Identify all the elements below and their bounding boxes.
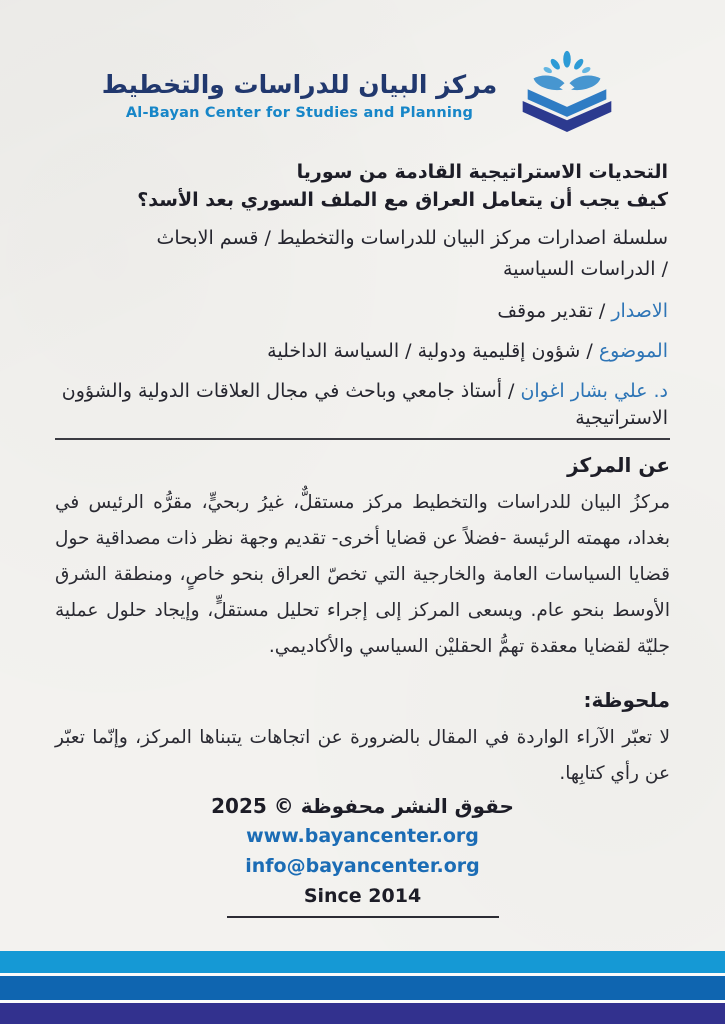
copyright-text: حقوق النشر محفوظة © 2025 [211, 794, 514, 818]
logo-text-block [102, 69, 497, 123]
logo-arabic-title: مركز البيان للدراسات والتخطيط [101, 70, 498, 99]
author-name: د. علي بشار اغوان [520, 380, 668, 402]
issue-label: الاصدار [611, 300, 668, 322]
website-link[interactable]: www.bayancenter.org [246, 825, 479, 847]
footer [0, 791, 725, 918]
author-line [55, 378, 668, 432]
doc-title-line2: كيف يجب أن يتعامل العراق مع الملف السوري بعد الأسد؟ [137, 189, 668, 211]
about-body: مركزُ البيان للدراسات والتخطيط مركز مستقلٌّ، غيرُ ربحيٍّ، مقرُّه الرئيس في بغداد، مهمته الرئيسة -فضلاً عن قضايا أخرى- تقديم وجهة نظر ذات مصداقية حول قضايا السياسات العامة والخارجية التي تخصّ العراق بنحو خاصٍ، ومنطقة الشرق الأوسط بنحو عام. ويسعى المركز إلى إجراء تحليل مستقلٍّ، وإيجاد حلول عملية جليّة لقضايا معقدة تهمُّ الحقليْن السياسي والأكاديمي. [55, 492, 670, 657]
series-line-2: / الدراسات السياسية [503, 258, 668, 280]
stripe-light-blue [0, 951, 725, 973]
note-body: لا تعبّر الآراء الواردة في المقال بالضرورة عن اتجاهات يتبناها المركز، وإنّما تعبّر عن رأي كتابِها. [55, 727, 670, 784]
email-link[interactable]: info@bayancenter.org [245, 855, 480, 877]
series-line-1: سلسلة اصدارات مركز البيان للدراسات والتخطيط / قسم الابحاث [156, 227, 668, 249]
bayan-book-logo-icon [511, 50, 623, 142]
author-description: / أستاذ جامعي وباحث في مجال العلاقات الدولية والشؤون الاستراتيجية [61, 380, 668, 429]
stripe-dark-blue [0, 1003, 725, 1024]
issue-value: / تقدير موقف [497, 300, 612, 322]
subject-value: / شؤون إقليمية ودولية / السياسة الداخلية [267, 340, 599, 362]
note-heading: ملحوظة: [583, 688, 670, 712]
since-text: Since 2014 [303, 885, 422, 907]
doc-title-line1: التحديات الاستراتيجية القادمة من سوريا [296, 161, 668, 183]
series-line [55, 223, 668, 285]
publication-meta [55, 158, 668, 432]
footer-divider [227, 916, 499, 918]
subject-line [55, 338, 668, 365]
stripe-medium-blue [0, 976, 725, 1000]
bottom-stripes [0, 951, 725, 1024]
header-logo [0, 50, 725, 142]
about-heading: عن المركز [567, 453, 670, 477]
subject-label: الموضوع [598, 340, 668, 362]
logo-english-title: Al-Bayan Center for Studies and Planning [125, 105, 474, 121]
issue-line [55, 298, 668, 325]
about-note-sections [55, 438, 670, 792]
